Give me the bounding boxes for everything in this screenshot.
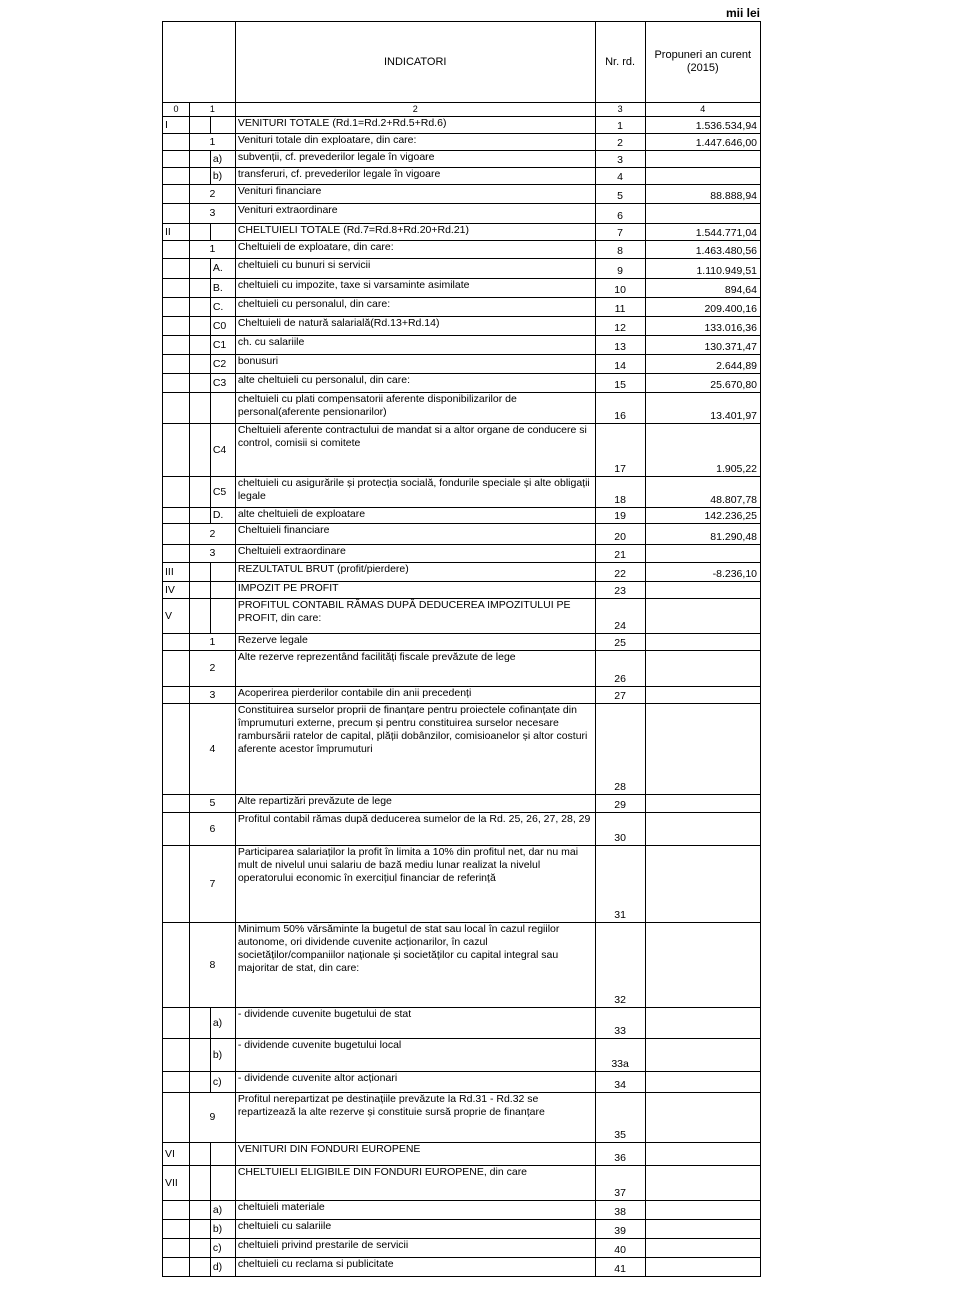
table-row <box>163 168 761 185</box>
roman-cell <box>163 259 190 279</box>
roman-cell: IV <box>163 582 190 599</box>
letter-cell: d) <box>210 1258 235 1277</box>
roman-cell <box>163 651 190 687</box>
row-number: 21 <box>595 545 645 563</box>
subsection-cell <box>190 224 211 241</box>
subsection-cell <box>190 582 211 599</box>
subsection-cell: 4 <box>190 704 236 795</box>
row-number: 17 <box>595 424 645 477</box>
roman-cell <box>163 687 190 704</box>
roman-cell <box>163 545 190 563</box>
row-number: 16 <box>595 393 645 424</box>
value-cell <box>645 634 760 651</box>
letter-cell: A. <box>210 259 235 279</box>
row-number: 35 <box>595 1093 645 1143</box>
letter-cell: b) <box>210 1039 235 1072</box>
indicator-text: alte cheltuieli de exploatare <box>235 508 595 524</box>
letter-cell: a) <box>210 151 235 168</box>
value-cell <box>645 1258 760 1277</box>
row-number: 25 <box>595 634 645 651</box>
value-cell: 48.807,78 <box>645 477 760 508</box>
table-row <box>163 1039 761 1072</box>
unit-label: mii lei <box>725 6 760 20</box>
indicator-text: Cheltuieli de exploatare, din care: <box>235 241 595 259</box>
indicator-text: - dividende cuvenite altor acționari <box>235 1072 595 1093</box>
table-row <box>163 1220 761 1239</box>
indicator-text: VENITURI DIN FONDURI EUROPENE <box>235 1143 595 1166</box>
letter-cell <box>210 1166 235 1201</box>
letter-cell <box>210 1143 235 1166</box>
row-number: 20 <box>595 524 645 545</box>
header-indicators: INDICATORI <box>235 22 595 103</box>
table-row <box>163 1166 761 1201</box>
subsection-cell <box>190 477 211 508</box>
column-index: 4 <box>645 103 760 117</box>
table-row <box>163 355 761 374</box>
row-number: 11 <box>595 298 645 317</box>
row-number: 34 <box>595 1072 645 1093</box>
table-row <box>163 1201 761 1220</box>
subsection-cell: 8 <box>190 923 236 1008</box>
subsection-cell <box>190 1143 211 1166</box>
subsection-cell: 1 <box>190 134 236 151</box>
header-row <box>163 22 761 103</box>
indicator-text: Rezerve legale <box>235 634 595 651</box>
subsection-cell <box>190 1039 211 1072</box>
code-cell: C2 <box>210 355 235 374</box>
roman-cell <box>163 204 190 224</box>
subsection-cell <box>190 599 211 634</box>
roman-cell: II <box>163 224 190 241</box>
subsection-cell <box>190 508 211 524</box>
subsection-cell: 6 <box>190 813 236 846</box>
value-cell <box>645 651 760 687</box>
table-row <box>163 393 761 424</box>
indicator-text: cheltuieli cu personalul, din care: <box>235 298 595 317</box>
row-number: 28 <box>595 704 645 795</box>
header-row-no: Nr. rd. <box>595 22 645 103</box>
row-number: 31 <box>595 846 645 923</box>
table-row <box>163 279 761 298</box>
value-cell <box>645 1039 760 1072</box>
subsection-cell <box>190 563 211 582</box>
code-cell: C3 <box>210 374 235 393</box>
letter-cell <box>210 393 235 424</box>
subsection-cell <box>190 317 211 336</box>
row-number: 40 <box>595 1239 645 1258</box>
indicator-text: bonusuri <box>235 355 595 374</box>
indicator-text: Profitul contabil rămas după deducerea sumelor de la Rd. 25, 26, 27, 28, 29 <box>235 813 595 846</box>
indicator-text: Participarea salariaților la profit în limita a 10% din profitul net, dar nu mai mult de nivelul unui salariu de bază mediu lunar realizat la nivelul operatorului economic în exercițiul financiar de referință <box>235 846 595 923</box>
row-number: 38 <box>595 1201 645 1220</box>
value-cell <box>645 1072 760 1093</box>
subsection-cell: 3 <box>190 545 236 563</box>
roman-cell: VI <box>163 1143 190 1166</box>
letter-cell: c) <box>210 1072 235 1093</box>
table-row <box>163 795 761 813</box>
subsection-cell: 2 <box>190 651 236 687</box>
subsection-cell: 1 <box>190 634 236 651</box>
value-cell <box>645 168 760 185</box>
row-number: 33a <box>595 1039 645 1072</box>
row-number: 41 <box>595 1258 645 1277</box>
table-row <box>163 374 761 393</box>
table-row <box>163 582 761 599</box>
indicator-text: ch. cu salariile <box>235 336 595 355</box>
subsection-cell <box>190 336 211 355</box>
row-number: 19 <box>595 508 645 524</box>
value-cell: 1.905,22 <box>645 424 760 477</box>
row-number: 7 <box>595 224 645 241</box>
value-cell: 13.401,97 <box>645 393 760 424</box>
subsection-cell: 3 <box>190 687 236 704</box>
value-cell <box>645 545 760 563</box>
indicator-text: cheltuieli materiale <box>235 1201 595 1220</box>
code-cell: C4 <box>210 424 235 477</box>
code-cell: C0 <box>210 317 235 336</box>
subsection-cell <box>190 298 211 317</box>
value-cell: 88.888,94 <box>645 185 760 204</box>
roman-cell <box>163 634 190 651</box>
column-index: 2 <box>235 103 595 117</box>
roman-cell <box>163 424 190 477</box>
value-cell <box>645 582 760 599</box>
table-row <box>163 224 761 241</box>
row-number: 36 <box>595 1143 645 1166</box>
table-row <box>163 1143 761 1166</box>
value-cell: 1.463.480,56 <box>645 241 760 259</box>
roman-cell <box>163 374 190 393</box>
column-index-row <box>163 103 761 117</box>
indicator-text: alte cheltuieli cu personalul, din care: <box>235 374 595 393</box>
value-cell <box>645 923 760 1008</box>
table-row <box>163 1239 761 1258</box>
value-cell <box>645 599 760 634</box>
indicator-text: Alte repartizări prevăzute de lege <box>235 795 595 813</box>
subsection-cell: 2 <box>190 524 236 545</box>
indicator-text: cheltuieli cu impozite, taxe si varsaminte asimilate <box>235 279 595 298</box>
table-row <box>163 298 761 317</box>
letter-cell: a) <box>210 1201 235 1220</box>
row-number: 37 <box>595 1166 645 1201</box>
indicator-text: Cheltuieli extraordinare <box>235 545 595 563</box>
subsection-cell: 2 <box>190 185 236 204</box>
indicator-text: Venituri totale din exploatare, din care: <box>235 134 595 151</box>
indicator-text: Minimum 50% vărsăminte la bugetul de stat sau local în cazul regiilor autonome, ori dividende cuvenite acționarilor, în cazul societăților/companiilor naționale și societăților cu capital integral sau majoritar de stat, din care: <box>235 923 595 1008</box>
indicator-text: REZULTATUL BRUT (profit/pierdere) <box>235 563 595 582</box>
row-number: 6 <box>595 204 645 224</box>
column-index: 3 <box>595 103 645 117</box>
letter-cell <box>210 563 235 582</box>
row-number: 14 <box>595 355 645 374</box>
roman-cell <box>163 1093 190 1143</box>
indicator-text: IMPOZIT PE PROFIT <box>235 582 595 599</box>
value-cell <box>645 1093 760 1143</box>
subsection-cell <box>190 355 211 374</box>
value-cell: 133.016,36 <box>645 317 760 336</box>
indicator-text: cheltuieli cu asigurările și protecția socială, fondurile speciale și alte obligații legale <box>235 477 595 508</box>
roman-cell <box>163 508 190 524</box>
value-cell <box>645 846 760 923</box>
row-number: 15 <box>595 374 645 393</box>
indicator-text: Cheltuieli financiare <box>235 524 595 545</box>
indicator-text: Alte rezerve reprezentând facilități fiscale prevăzute de lege <box>235 651 595 687</box>
subsection-cell <box>190 393 211 424</box>
value-cell <box>645 204 760 224</box>
indicator-text: - dividende cuvenite bugetului de stat <box>235 1008 595 1039</box>
indicator-text: PROFITUL CONTABIL RĂMAS DUPĂ DEDUCEREA IMPOZITULUI PE PROFIT, din care: <box>235 599 595 634</box>
letter-cell: C. <box>210 298 235 317</box>
row-number: 39 <box>595 1220 645 1239</box>
roman-cell <box>163 1201 190 1220</box>
value-cell: 2.644,89 <box>645 355 760 374</box>
table-row <box>163 241 761 259</box>
value-cell: 25.670,80 <box>645 374 760 393</box>
table-row <box>163 336 761 355</box>
value-cell: 894,64 <box>645 279 760 298</box>
table-row <box>163 259 761 279</box>
table-row <box>163 185 761 204</box>
letter-cell <box>210 582 235 599</box>
row-number: 4 <box>595 168 645 185</box>
row-number: 12 <box>595 317 645 336</box>
subsection-cell: 5 <box>190 795 236 813</box>
value-cell: 130.371,47 <box>645 336 760 355</box>
indicator-text: transferuri, cf. prevederilor legale în vigoare <box>235 168 595 185</box>
letter-cell: a) <box>210 1008 235 1039</box>
header-blank-cell <box>163 22 236 103</box>
letter-cell: D. <box>210 508 235 524</box>
indicator-text: Cheltuieli de natură salarială(Rd.13+Rd.14) <box>235 317 595 336</box>
subsection-cell <box>190 259 211 279</box>
value-cell <box>645 1166 760 1201</box>
indicator-text: cheltuieli cu plati compensatorii aferente disponibilizarilor de personal(aferente pensionarilor) <box>235 393 595 424</box>
subsection-cell <box>190 168 211 185</box>
value-cell <box>645 1143 760 1166</box>
row-number: 2 <box>595 134 645 151</box>
table-row <box>163 1093 761 1143</box>
subsection-cell <box>190 424 211 477</box>
table-row <box>163 923 761 1008</box>
roman-cell <box>163 298 190 317</box>
table-row <box>163 599 761 634</box>
column-index: 1 <box>190 103 236 117</box>
value-cell: 209.400,16 <box>645 298 760 317</box>
table-row <box>163 1072 761 1093</box>
roman-cell <box>163 1239 190 1258</box>
indicator-text: cheltuieli cu bunuri si servicii <box>235 259 595 279</box>
table-row <box>163 634 761 651</box>
roman-cell <box>163 151 190 168</box>
row-number: 27 <box>595 687 645 704</box>
row-number: 13 <box>595 336 645 355</box>
table-row <box>163 204 761 224</box>
subsection-cell <box>190 117 211 134</box>
budget-table <box>162 21 761 1277</box>
roman-cell <box>163 923 190 1008</box>
roman-cell <box>163 1220 190 1239</box>
value-cell <box>645 704 760 795</box>
value-cell: 1.447.646,00 <box>645 134 760 151</box>
value-cell <box>645 1239 760 1258</box>
roman-cell <box>163 1072 190 1093</box>
value-cell <box>645 795 760 813</box>
subsection-cell: 9 <box>190 1093 236 1143</box>
subsection-cell <box>190 1166 211 1201</box>
table-row <box>163 477 761 508</box>
subsection-cell: 3 <box>190 204 236 224</box>
row-number: 33 <box>595 1008 645 1039</box>
letter-cell: c) <box>210 1239 235 1258</box>
table-row <box>163 424 761 477</box>
subsection-cell <box>190 1008 211 1039</box>
row-number: 30 <box>595 813 645 846</box>
roman-cell <box>163 185 190 204</box>
roman-cell <box>163 524 190 545</box>
indicator-text: subvenții, cf. prevederilor legale în vigoare <box>235 151 595 168</box>
row-number: 10 <box>595 279 645 298</box>
table-row <box>163 151 761 168</box>
subsection-cell <box>190 1072 211 1093</box>
roman-cell <box>163 704 190 795</box>
row-number: 1 <box>595 117 645 134</box>
row-number: 18 <box>595 477 645 508</box>
indicator-text: CHELTUIELI ELIGIBILE DIN FONDURI EUROPENE, din care <box>235 1166 595 1201</box>
subsection-cell <box>190 151 211 168</box>
roman-cell <box>163 393 190 424</box>
value-cell: 1.544.771,04 <box>645 224 760 241</box>
indicator-text: Cheltuieli aferente contractului de mandat si a altor organe de conducere si control, comisii si comitete <box>235 424 595 477</box>
table-row <box>163 651 761 687</box>
row-number: 23 <box>595 582 645 599</box>
indicator-text: Profitul nerepartizat pe destinațiile prevăzute la Rd.31 - Rd.32 se repartizează la alte rezerve și constituie sursă proprie de finanțare <box>235 1093 595 1143</box>
value-cell: 1.110.949,51 <box>645 259 760 279</box>
subsection-cell <box>190 1239 211 1258</box>
value-cell <box>645 1008 760 1039</box>
subsection-cell: 1 <box>190 241 236 259</box>
value-cell <box>645 813 760 846</box>
roman-cell <box>163 1039 190 1072</box>
row-number: 22 <box>595 563 645 582</box>
letter-cell <box>210 117 235 134</box>
table-row <box>163 117 761 134</box>
table-row <box>163 1258 761 1277</box>
subsection-cell <box>190 279 211 298</box>
roman-cell <box>163 317 190 336</box>
indicator-text: Acoperirea pierderilor contabile din anii precedenți <box>235 687 595 704</box>
roman-cell <box>163 1258 190 1277</box>
value-cell: 81.290,48 <box>645 524 760 545</box>
indicator-text: Venituri extraordinare <box>235 204 595 224</box>
row-number: 32 <box>595 923 645 1008</box>
indicator-text: cheltuieli cu salariile <box>235 1220 595 1239</box>
row-number: 8 <box>595 241 645 259</box>
letter-cell: b) <box>210 1220 235 1239</box>
roman-cell: VII <box>163 1166 190 1201</box>
value-cell: 1.536.534,94 <box>645 117 760 134</box>
row-number: 26 <box>595 651 645 687</box>
table-row <box>163 687 761 704</box>
value-cell <box>645 1201 760 1220</box>
value-cell: 142.236,25 <box>645 508 760 524</box>
table-row <box>163 846 761 923</box>
roman-cell <box>163 795 190 813</box>
row-number: 24 <box>595 599 645 634</box>
indicator-text: Venituri financiare <box>235 185 595 204</box>
table-row <box>163 524 761 545</box>
header-proposal: Propuneri an curent (2015) <box>645 22 760 103</box>
letter-cell: B. <box>210 279 235 298</box>
column-index: 0 <box>163 103 190 117</box>
subsection-cell: 7 <box>190 846 236 923</box>
letter-cell <box>210 599 235 634</box>
table-row <box>163 317 761 336</box>
indicator-text: cheltuieli cu reclama si publicitate <box>235 1258 595 1277</box>
row-number: 5 <box>595 185 645 204</box>
code-cell: C5 <box>210 477 235 508</box>
letter-cell: b) <box>210 168 235 185</box>
roman-cell <box>163 813 190 846</box>
table-row <box>163 545 761 563</box>
row-number: 3 <box>595 151 645 168</box>
subsection-cell <box>190 374 211 393</box>
code-cell: C1 <box>210 336 235 355</box>
row-number: 9 <box>595 259 645 279</box>
row-number: 29 <box>595 795 645 813</box>
indicator-text: - dividende cuvenite bugetului local <box>235 1039 595 1072</box>
value-cell <box>645 1220 760 1239</box>
subsection-cell <box>190 1258 211 1277</box>
roman-cell <box>163 279 190 298</box>
indicator-text: CHELTUIELI TOTALE (Rd.7=Rd.8+Rd.20+Rd.21) <box>235 224 595 241</box>
roman-cell <box>163 1008 190 1039</box>
value-cell <box>645 687 760 704</box>
table-row <box>163 563 761 582</box>
roman-cell <box>163 168 190 185</box>
roman-cell: I <box>163 117 190 134</box>
table-row <box>163 704 761 795</box>
roman-cell <box>163 241 190 259</box>
value-cell: -8.236,10 <box>645 563 760 582</box>
indicator-text: VENITURI TOTALE (Rd.1=Rd.2+Rd.5+Rd.6) <box>235 117 595 134</box>
roman-cell <box>163 134 190 151</box>
table-row <box>163 134 761 151</box>
roman-cell <box>163 846 190 923</box>
table-row <box>163 813 761 846</box>
value-cell <box>645 151 760 168</box>
table-row <box>163 1008 761 1039</box>
subsection-cell <box>190 1220 211 1239</box>
roman-cell: V <box>163 599 190 634</box>
roman-cell <box>163 477 190 508</box>
subsection-cell <box>190 1201 211 1220</box>
table-row <box>163 508 761 524</box>
roman-cell: III <box>163 563 190 582</box>
roman-cell <box>163 336 190 355</box>
roman-cell <box>163 355 190 374</box>
indicator-text: Constituirea surselor proprii de finanțare pentru proiectele cofinanțate din împrumuturi externe, precum și pentru constituirea surselor necesare rambursării ratelor de capital, plății dobânzilor, comisioanelor și altor costuri aferente acestor împrumuturi <box>235 704 595 795</box>
letter-cell <box>210 224 235 241</box>
indicator-text: cheltuieli privind prestarile de servicii <box>235 1239 595 1258</box>
